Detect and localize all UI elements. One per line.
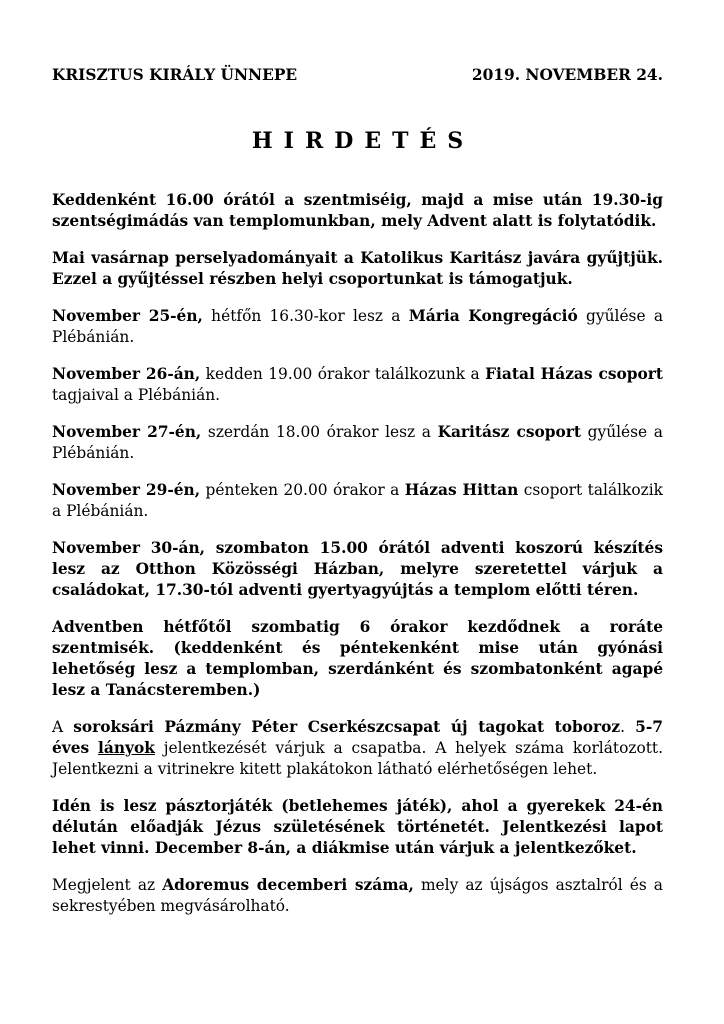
age-range: 5-7 éves — [52, 718, 663, 757]
announcement-nov-29: November 29-én, pénteken 20.00 órakor a Házas Hittan csoport találkozik a Plébánián. — [52, 481, 663, 520]
announcement-date: November 26-án, — [52, 365, 201, 383]
magazine-name: Adoremus decemberi száma, — [162, 876, 414, 894]
group-name: Házas Hittan — [404, 481, 519, 499]
announcement-date: November 25-én, — [52, 307, 203, 325]
announcement-nov-26: November 26-án, kedden 19.00 órakor találkozunk a Fiatal Házas csoport tagjaival a Plébánián. — [52, 365, 664, 404]
announcement-date: November 27-én, — [52, 423, 202, 441]
group-name: Karitász csoport — [437, 423, 582, 441]
girls-emphasis: lányok — [98, 739, 155, 757]
group-name: Fiatal Házas csoport — [485, 365, 664, 383]
announcement-nov-30: November 30-án, szombaton 15.00 órától adventi koszorú készítés lesz az Otthon Közösségi Házban, melyre szeretettel várjuk a családokat, 17.30-tól adventi gyertyagyújtás a templom előtti téren. — [52, 539, 663, 599]
announcement-date: November 29-én, — [52, 481, 201, 499]
announcement-adoremus: Megjelent az Adoremus decemberi száma, mely az újságos asztalról és a sekrestyében megvásárolható. — [52, 876, 663, 915]
announcement-scouts: A soroksári Pázmány Péter Cserkészcsapat új tagokat toboroz. 5-7 éves lányok jelentkezését várjuk a csapatba. A helyek száma korlátozott. Jelentkezni a vitrinekre kitett plakátokon látható elérhetőségen lehet. — [52, 718, 663, 778]
announcement-collection: Mai vasárnap perselyadományait a Katolikus Karitász javára gyűjtjük. Ezzel a gyűjtéssel részben helyi csoportunkat is támogatjuk. — [52, 249, 663, 288]
scout-troop: soroksári Pázmány Péter Cserkészcsapat új tagokat toboroz — [73, 718, 621, 736]
announcement-nov-27: November 27-én, szerdán 18.00 órakor lesz a Karitász csoport gyűlése a Plébánián. — [52, 423, 663, 462]
feast-name: KRISZTUS KIRÁLY ÜNNEPE — [52, 66, 298, 84]
announcement-adoration: Keddenként 16.00 órától a szentmiséig, majd a mise után 19.30-ig szentségimádás van templomunkban, mely Advent alatt is folytatódik. — [52, 191, 663, 230]
announcement-page — [52, 66, 663, 933]
page-header — [52, 66, 663, 88]
announcement-nov-25: November 25-én, hétfőn 16.30-kor lesz a Mária Kongregáció gyűlése a Plébánián. — [52, 307, 663, 346]
page-title: HIRDETÉS — [251, 128, 475, 154]
announcement-nativity-play: Idén is lesz pásztorjáték (betlehemes játék), ahol a gyerekek 24-én délután előadják Jézus születésének történetét. Jelentkezési lapot lehet vinni. December 8-án, a diákmise után várjuk a jelentkezőket. — [52, 797, 663, 857]
group-name: Mária Kongregáció — [408, 307, 578, 325]
announcement-rorate: Adventben hétfőtől szombatig 6 órakor kezdődnek a roráte szentmisék. (keddenként és péntekenként mise után gyónási lehetőség lesz a templomban, szerdánként és szombatonként agapé lesz a Tanácsteremben.) — [52, 618, 663, 699]
feast-date: 2019. NOVEMBER 24. — [471, 66, 663, 84]
